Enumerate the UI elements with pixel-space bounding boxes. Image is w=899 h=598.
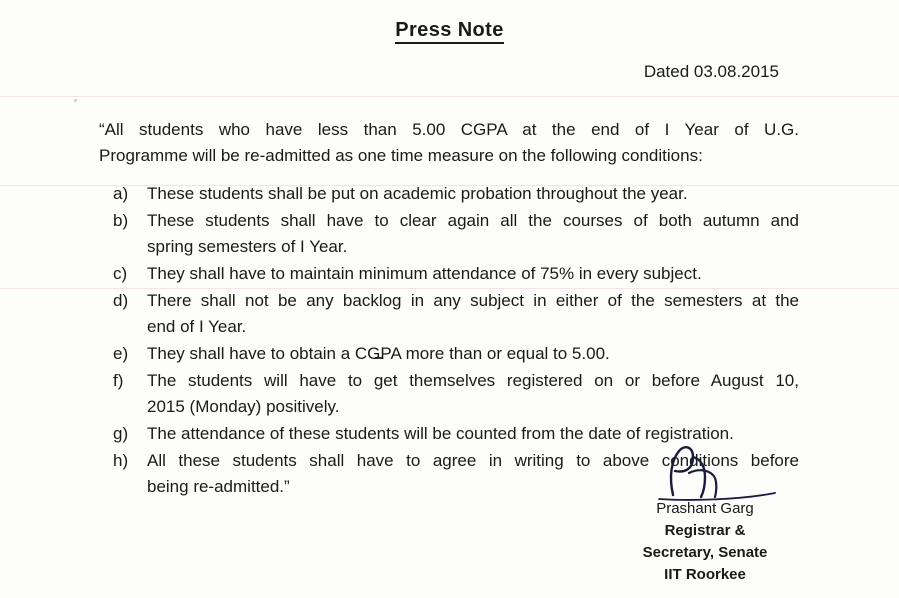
- list-item: [99, 181, 799, 207]
- handwritten-signature-icon: [649, 443, 779, 505]
- scan-artifact-line: [0, 96, 899, 97]
- list-item-marker: g): [113, 424, 129, 443]
- signatory-organisation: IIT Roorkee: [664, 566, 746, 583]
- list-item: [99, 261, 799, 287]
- intro-line-1: “All students who have less than 5.00 CGPA at the end of I Year of U.G.: [99, 120, 799, 139]
- list-item-line-2: spring semesters of I Year.: [147, 237, 348, 256]
- list-item-marker: a): [113, 184, 129, 203]
- scan-artifact-speck: [74, 99, 77, 102]
- list-item: [99, 208, 799, 260]
- list-item: [99, 368, 799, 420]
- list-item-line-2: 2015 (Monday) positively.: [147, 397, 340, 416]
- list-item-line-1: All these students shall have to agree in writing to above conditions before: [147, 451, 799, 470]
- list-item-marker: h): [113, 451, 129, 470]
- list-item-line-1: The attendance of these students will be counted from the date of registration.: [147, 424, 734, 443]
- list-item: [99, 341, 799, 367]
- list-item-marker: c): [113, 264, 128, 283]
- document-date: Dated 03.08.2015: [643, 62, 779, 81]
- intro-paragraph: [99, 117, 799, 169]
- list-item-line-1: They shall have to obtain a CGPA more than or equal to 5.00.: [147, 344, 610, 363]
- signatory-name: Prashant Garg: [656, 500, 754, 517]
- signatory-role-line-2: Secretary, Senate: [642, 544, 768, 561]
- signature-block: [615, 498, 795, 586]
- list-item-marker: b): [113, 211, 129, 230]
- list-item-marker: d): [113, 291, 129, 310]
- list-item-line-1: They shall have to maintain minimum attendance of 75% in every subject.: [147, 264, 702, 283]
- list-item-marker: f): [113, 371, 124, 390]
- intro-line-2: Programme will be re-admitted as one time measure on the following conditions:: [99, 146, 703, 165]
- page-title: [0, 19, 899, 42]
- list-item-line-1: These students shall have to clear again all the courses of both autumn and: [147, 211, 799, 230]
- list-item: [99, 288, 799, 340]
- list-item-marker: e): [113, 344, 129, 363]
- list-item-line-2: end of I Year.: [147, 317, 247, 336]
- page-title-text: Press Note: [395, 19, 504, 44]
- list-item-line-1: These students shall be put on academic probation throughout the year.: [147, 184, 688, 203]
- signatory-role-line-1: Registrar &: [664, 522, 746, 539]
- list-item-line-2: being re-admitted.”: [147, 477, 290, 496]
- list-item-line-1: The students will have to get themselves registered on or before August 10,: [147, 371, 799, 390]
- list-item-line-1: There shall not be any backlog in any subject in either of the semesters at the: [147, 291, 799, 310]
